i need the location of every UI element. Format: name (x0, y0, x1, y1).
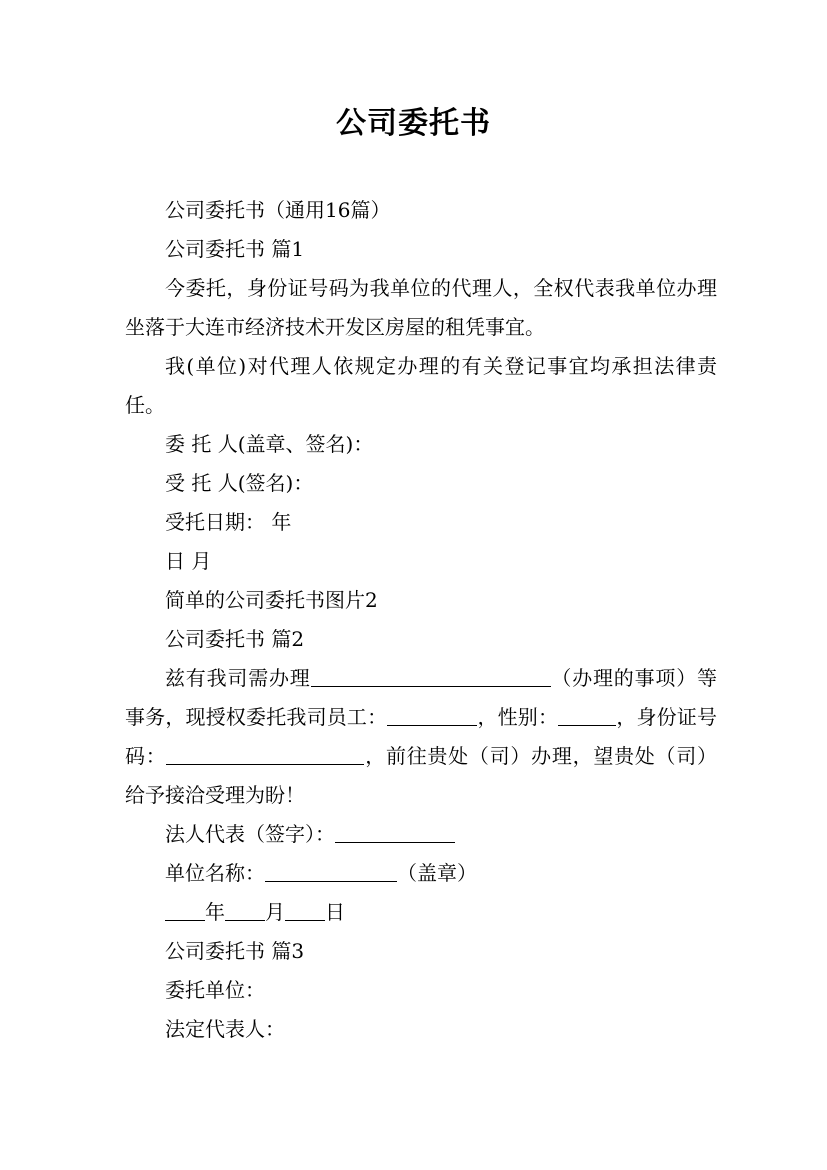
month-label: 月 (265, 900, 285, 924)
day-label: 日 (325, 900, 345, 924)
unit-name-blank (265, 861, 397, 882)
employee-blank (387, 705, 477, 726)
field-unit-name (125, 854, 717, 893)
year-label: 年 (205, 900, 225, 924)
field-legal-person: 法定代表人： (165, 1017, 285, 1041)
section-heading-3: 公司委托书 篇3 (165, 939, 305, 963)
paragraph-liability: 我(单位)对代理人依规定办理的有关登记事宜均承担法律责任。 (125, 354, 717, 417)
field-date-line (125, 893, 717, 932)
authorization-text-4: ，身份证号码： (125, 705, 718, 768)
document-title: 公司委托书 (336, 106, 491, 141)
unit-name-label: 单位名称： (165, 861, 265, 885)
section-heading-2: 公司委托书 篇2 (165, 627, 305, 651)
image-caption: 简单的公司委托书图片2 (165, 588, 378, 612)
field-principal: 委 托 人(盖章、签名)： (165, 432, 374, 456)
field-legal-representative (125, 815, 717, 854)
authorization-text-2: （办理的事项）等事务，现授权委托我司员工： (125, 666, 718, 729)
field-agent: 受 托 人(签名)： (165, 471, 314, 495)
field-day-month: 日 月 (165, 549, 212, 573)
paragraph-subtitle: 公司委托书（通用16篇） (165, 198, 391, 222)
seal-label: （盖章） (397, 861, 477, 885)
paragraph-authorization (125, 659, 717, 815)
legal-representative-label: 法人代表（签字）： (165, 822, 335, 846)
field-entrusting-unit: 委托单位： (165, 978, 265, 1002)
paragraph-entrust-statement: 今委托，身份证号码为我单位的代理人，全权代表我单位办理坐落于大连市经济技术开发区房屋的租凭事宜。 (125, 276, 717, 339)
gender-blank (558, 705, 616, 726)
document-body (125, 191, 717, 1049)
section-heading-1: 公司委托书 篇1 (165, 237, 305, 261)
month-blank (225, 900, 265, 921)
authorization-text-3: ，性别： (477, 705, 559, 729)
authorization-text-5: ，前往贵处（司）办理，望贵处（司）给予接洽受理为盼！ (125, 744, 718, 807)
matter-blank (311, 666, 551, 687)
field-entrust-date: 受托日期： 年 (165, 510, 292, 534)
day-blank (285, 900, 325, 921)
signature-blank (335, 822, 455, 843)
year-blank (165, 900, 205, 921)
authorization-text-1: 兹有我司需办理 (165, 666, 311, 690)
id-number-blank (166, 744, 364, 765)
